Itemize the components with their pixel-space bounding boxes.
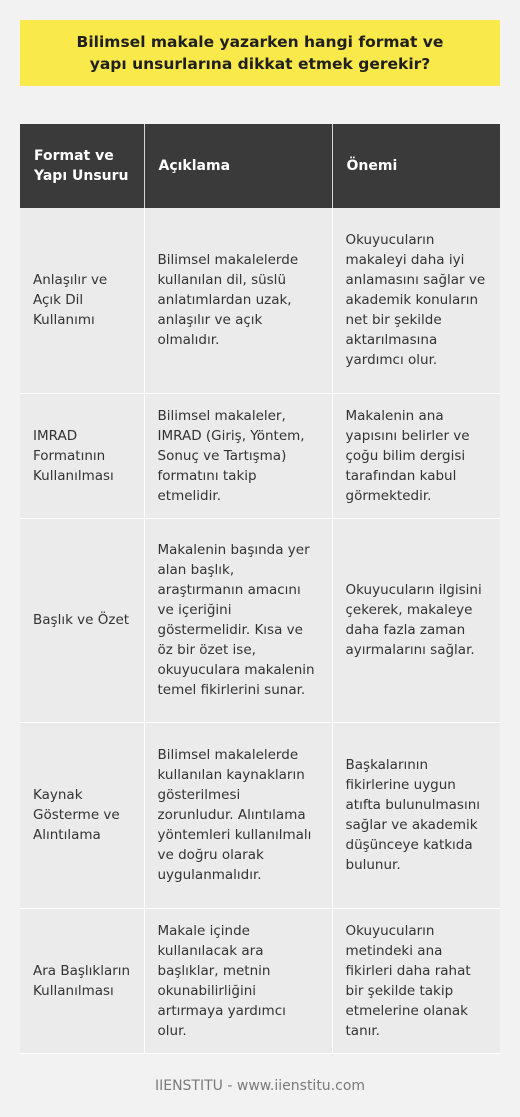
cell-unsur: Kaynak Gösterme ve Alıntılama: [20, 722, 144, 908]
cell-aciklama: Bilimsel makalelerde kullanılan kaynakların gösterilmesi zorunludur. Alıntılama yöntemleri kullanılmalı ve doğru olarak uygulanmalıdır.: [144, 722, 332, 908]
cell-aciklama: Makalenin başında yer alan başlık, araştırmanın amacını ve içeriğini göstermelidir. Kısa ve öz bir özet ise, okuyuculara makalenin temel fikirlerini sunar.: [144, 518, 332, 722]
cell-unsur: IMRAD Formatının Kullanılması: [20, 393, 144, 518]
cell-unsur: Ara Başlıkların Kullanılması: [20, 908, 144, 1053]
format-table: [20, 124, 500, 1054]
title-banner: [20, 20, 500, 86]
cell-aciklama: Bilimsel makalelerde kullanılan dil, süslü anlatımlardan uzak, anlaşılır ve açık olmalıdır.: [144, 208, 332, 393]
footer-credit: IIENSTITU - www.iienstitu.com: [154, 1078, 366, 1094]
page-title: Bilimsel makale yazarken hangi format ve yapı unsurlarına dikkat etmek gerekir?: [76, 33, 444, 73]
table-row: [20, 518, 500, 722]
cell-unsur: Anlaşılır ve Açık Dil Kullanımı: [20, 208, 144, 393]
table-row: [20, 208, 500, 393]
cell-onemi: Okuyucuların ilgisini çekerek, makaleye daha fazla zaman ayırmalarını sağlar.: [332, 518, 500, 722]
table-header-row: [20, 124, 500, 208]
header-format-unsuru: Format ve Yapı Unsuru: [20, 124, 144, 208]
table-row: [20, 722, 500, 908]
cell-aciklama: Bilimsel makaleler, IMRAD (Giriş, Yöntem, Sonuç ve Tartışma) formatını takip etmelidir.: [144, 393, 332, 518]
cell-onemi: Okuyucuların makaleyi daha iyi anlamasını sağlar ve akademik konuların net bir şekilde aktarılmasına yardımcı olur.: [332, 208, 500, 393]
header-aciklama: Açıklama: [144, 124, 332, 208]
header-onemi: Önemi: [332, 124, 500, 208]
table-row: [20, 908, 500, 1053]
table-row: [20, 393, 500, 518]
cell-onemi: Makalenin ana yapısını belirler ve çoğu bilim dergisi tarafından kabul görmektedir.: [332, 393, 500, 518]
cell-onemi: Okuyucuların metindeki ana fikirleri daha rahat bir şekilde takip etmelerine olanak tanır.: [332, 908, 500, 1053]
cell-aciklama: Makale içinde kullanılacak ara başlıklar, metnin okunabilirliğini artırmaya yardımcı olur.: [144, 908, 332, 1053]
cell-unsur: Başlık ve Özet: [20, 518, 144, 722]
cell-onemi: Başkalarının fikirlerine uygun atıfta bulunulmasını sağlar ve akademik düşünceye katkıda bulunur.: [332, 722, 500, 908]
